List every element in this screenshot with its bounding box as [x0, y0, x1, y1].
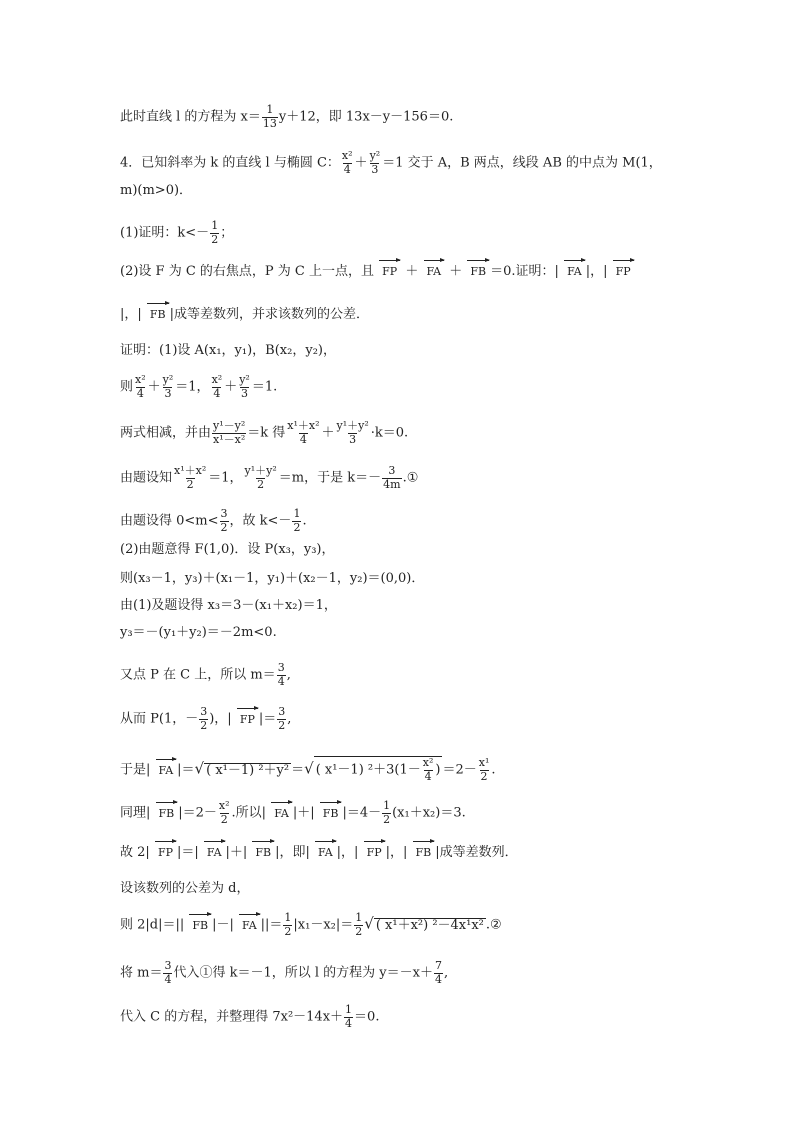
text: 同理| — [120, 805, 151, 821]
fraction: $\frac{\text{x²}}{4}$ — [341, 149, 353, 176]
fraction: $\frac{\text{x²}}{4}$ — [135, 373, 146, 400]
vector-fa: FA — [155, 765, 178, 776]
text: 证明：(1)设 A(x₁，y₁)，B(x₂，y₂)， — [120, 343, 336, 358]
text: ||＝ — [260, 917, 283, 933]
text: |，| — [120, 307, 142, 322]
text: |＋| — [292, 805, 315, 821]
text: .① — [402, 470, 419, 486]
text: m)(m>0)． — [120, 183, 193, 198]
text: |＝2－ — [178, 805, 217, 821]
text: ( x¹－1) ²＋3(1－ — [315, 762, 421, 778]
text: 此时直线 l 的方程为 x＝ — [120, 109, 261, 125]
text: |＝ — [258, 711, 277, 727]
text: 从而 P(1，－ — [120, 711, 199, 727]
text: |＋| — [225, 845, 248, 860]
text: y＋12，即 13x－y－156＝0. — [278, 109, 454, 125]
fraction: $\frac{3}{2}$ — [200, 705, 208, 732]
text: )，| — [209, 711, 232, 727]
solution-line-5 — [120, 508, 307, 534]
question-2-line-2 — [120, 308, 369, 321]
text: ＝ — [291, 762, 305, 778]
solution-line-8 — [120, 599, 337, 612]
solution-line-3 — [120, 420, 408, 446]
text: , — [287, 711, 292, 727]
vector-fb: FB — [251, 847, 275, 858]
vector-fb: FB — [188, 920, 212, 931]
text: 将 m＝ — [120, 965, 163, 981]
fraction: $\frac{\text{x²}}{4}$ — [211, 373, 223, 400]
fraction: $\frac{1}{2}$ — [383, 799, 391, 826]
text: ＝1， — [175, 379, 210, 395]
fraction: $\frac{1}{2}$ — [284, 911, 292, 938]
radicand — [314, 756, 443, 783]
text: |＝| — [176, 845, 199, 860]
solution-line-13 — [120, 800, 466, 826]
vector-fp: FP — [363, 847, 386, 858]
fraction: $\frac{1}{2}$ — [355, 911, 363, 938]
fraction: $\frac{1}{2}$ — [293, 507, 301, 534]
text: |＝ — [177, 762, 195, 778]
sqrt-icon: √ — [304, 759, 314, 778]
text: ＝0. — [354, 1009, 380, 1025]
fraction: $\frac{1}{2}$ — [211, 219, 219, 246]
text: 则 — [120, 379, 134, 395]
text: .② — [485, 917, 502, 933]
text: 4．已知斜率为 k 的直线 l 与椭圆 C： — [120, 155, 340, 171]
vector-fa: FA — [270, 808, 293, 819]
text: |成等差数列，并求该数列的公差． — [169, 307, 370, 322]
text: ＝1 交于 A，B 两点，线段 AB 的中点为 M(1， — [382, 155, 662, 171]
vector-fa: FA — [423, 266, 446, 277]
fraction: $\frac{3}{2}$ — [278, 705, 286, 732]
solution-line-17 — [120, 960, 448, 986]
text: |－| — [212, 917, 234, 933]
fraction: $\frac{3}{2}$ — [220, 507, 228, 534]
fraction: $\frac{1}{13}$ — [262, 103, 277, 130]
vector-fb: FB — [466, 266, 490, 277]
fraction: $\frac{\text{x²}}{4}$ — [422, 756, 434, 783]
question-1 — [120, 220, 233, 246]
text: ； — [220, 225, 234, 241]
radicand: ( x¹＋x²) ²－4x¹x² — [375, 917, 484, 933]
text: |，| — [585, 264, 608, 279]
solution-line-6 — [120, 543, 335, 556]
solution-line-15 — [120, 882, 249, 895]
vector-fp: FP — [378, 266, 401, 277]
vector-fp: FP — [236, 714, 259, 725]
solution-line-2 — [120, 374, 277, 400]
text: 则 2|d|＝|| — [120, 917, 185, 933]
solution-line-12 — [120, 756, 496, 783]
text: ＋ — [224, 379, 238, 395]
text: 代入①得 k＝－1，所以 l 的方程为 y＝－x＋ — [173, 965, 433, 981]
question-2-line-1 — [120, 265, 635, 278]
solution-line-11 — [120, 706, 291, 732]
fraction: $\frac{3}{4}$ — [164, 959, 172, 986]
text: y₃＝－(y₁＋y₂)＝－2m<0. — [120, 625, 277, 640]
fraction: $\frac{\text{y²}}{3}$ — [162, 373, 174, 400]
text: ＋ — [321, 425, 335, 441]
text: |＝4－ — [342, 805, 382, 821]
vector-fa: FA — [563, 266, 586, 277]
text: 于是| — [120, 762, 151, 778]
text: (2)由题意得 F(1,0)．设 P(x₃，y₃)， — [120, 542, 335, 557]
text: ＝1， — [208, 470, 243, 486]
vector-fb: FB — [155, 808, 179, 819]
line-1 — [120, 104, 453, 130]
text: 又点 P 在 C 上，所以 m＝ — [120, 667, 276, 683]
fraction: $\frac{\text{y¹－y²}}{\text{x¹－x²}}$ — [213, 419, 246, 446]
vector-fa: FA — [314, 847, 337, 858]
fraction: $\frac{3}{4}$ — [277, 661, 285, 688]
text: .所以| — [231, 805, 267, 821]
solution-line-14 — [120, 846, 518, 859]
problem-4-line-1 — [120, 150, 662, 176]
text: , — [443, 965, 449, 981]
fraction: $\frac{\text{x²}}{2}$ — [218, 799, 230, 826]
text: ＋ — [354, 155, 368, 171]
fraction: $\frac{\text{x¹＋x²}}{4}$ — [287, 419, 320, 446]
text: (2)设 F 为 C 的右焦点，P 为 C 上一点，且 — [120, 264, 375, 279]
vector-fp: FP — [612, 266, 635, 277]
vector-fb: FB — [412, 847, 436, 858]
text: ，故 k<－ — [229, 513, 292, 529]
sqrt-icon: √ — [364, 914, 374, 933]
text: ＋ — [147, 379, 161, 395]
text: ＝k 得 — [247, 425, 286, 441]
text: 则(x₃－1，y₃)＋(x₁－1，y₁)＋(x₂－1，y₂)＝(0,0)． — [120, 571, 425, 586]
text: |，| — [385, 845, 408, 860]
text: ＝1. — [251, 379, 278, 395]
problem-4-line-2 — [120, 184, 192, 197]
text: |，即| — [275, 845, 310, 860]
solution-line-16 — [120, 912, 502, 938]
text: |x₁－x₂|＝ — [293, 917, 354, 933]
text: ＝m，于是 k＝－ — [278, 470, 382, 486]
text: 由题设得 0<m< — [120, 513, 219, 529]
text: 代入 C 的方程，并整理得 7x²－14x＋ — [120, 1009, 344, 1025]
fraction: $\frac{\text{y²}}{3}$ — [369, 149, 381, 176]
vector-fa: FA — [238, 920, 261, 931]
solution-line-7 — [120, 572, 424, 585]
solution-line-18 — [120, 1004, 379, 1030]
text: 由(1)及题设得 x₃＝3－(x₁＋x₂)＝1， — [120, 598, 337, 613]
text: . — [491, 762, 496, 778]
text: ＋ — [405, 264, 419, 279]
text: . — [302, 513, 307, 529]
text: ＋ — [449, 264, 463, 279]
fraction: $\frac{1}{4}$ — [345, 1003, 353, 1030]
text: |，| — [336, 845, 359, 860]
text: ＝2－ — [442, 762, 477, 778]
fraction: $\frac{\text{x¹＋x²}}{2}$ — [174, 464, 207, 491]
text: ＝0.证明：| — [490, 264, 559, 279]
solution-line-1 — [120, 344, 336, 357]
vector-fp: FP — [154, 847, 177, 858]
text: (1)证明：k<－ — [120, 225, 210, 241]
solution-line-4 — [120, 465, 418, 491]
fraction: $\frac{7}{4}$ — [434, 959, 442, 986]
text: ) — [435, 762, 441, 778]
text: |成等差数列． — [435, 845, 518, 860]
text: ·k＝0. — [370, 425, 409, 441]
radicand: ( x¹－1) ²＋y² — [206, 762, 290, 778]
vector-fb: FB — [146, 309, 170, 320]
fraction: $\frac{\text{y¹＋y²}}{2}$ — [244, 464, 277, 491]
fraction: $\frac{\text{x¹}}{2}$ — [478, 756, 490, 783]
text: 由题设知 — [120, 470, 173, 486]
vector-fb: FB — [319, 808, 343, 819]
sqrt-icon: √ — [194, 759, 205, 778]
text: 设该数列的公差为 d， — [120, 881, 250, 896]
text: 故 2| — [120, 845, 150, 860]
solution-line-9 — [120, 626, 277, 639]
vector-fa: FA — [203, 847, 226, 858]
fraction: $\frac{\text{y²}}{3}$ — [239, 373, 250, 400]
fraction: $\frac{3}{4m}$ — [383, 464, 401, 491]
text: , — [286, 667, 291, 683]
text: 两式相减，并由 — [120, 425, 212, 441]
fraction: $\frac{\text{y¹＋y²}}{3}$ — [336, 419, 369, 446]
solution-line-10 — [120, 662, 291, 688]
text: (x₁＋x₂)＝3. — [392, 805, 466, 821]
